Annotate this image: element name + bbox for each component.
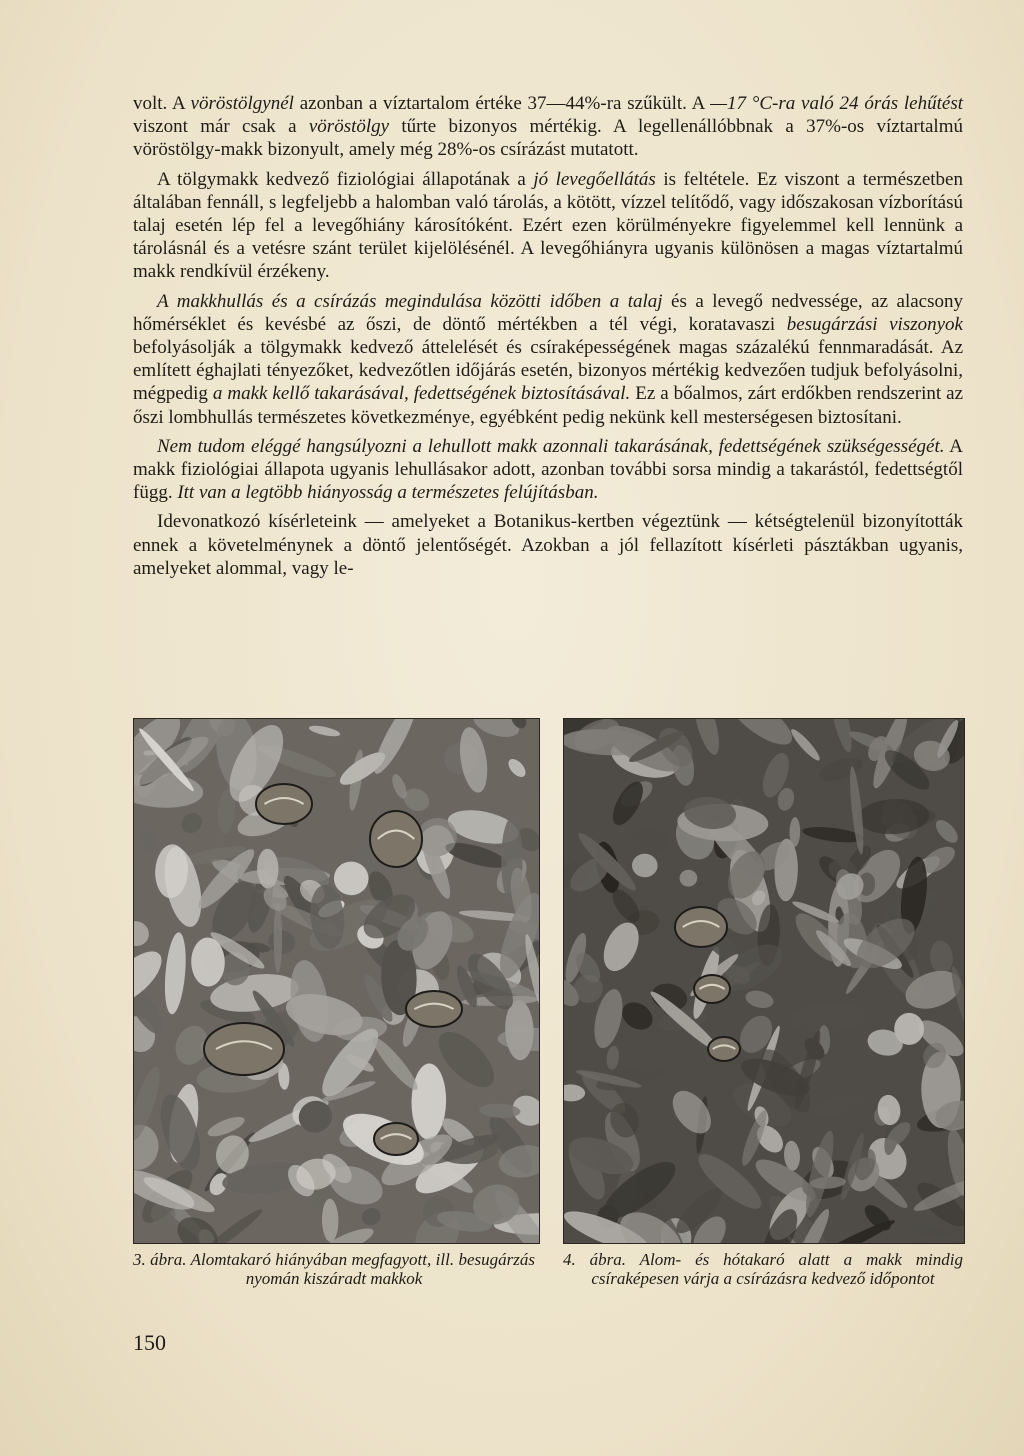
acorns-under-leaf-litter-image xyxy=(564,719,964,1243)
text-run: befolyásolják a tölgymakk kedvező áttelelését és csíraképességének magas százalékú fennmaradását. Az említett éghajlati tényezőket, kedvezőtlen időjárás esetén, bizonyos mértékig kedvezően tudjuk befolyásolni, mégpedig xyxy=(133,337,963,405)
text-run: Idevonatkozó kísérleteink — amelyeket a Botanikus-kertben végeztünk — kétségtelenül bizonyították ennek a követelménynek a döntő jelentőségét. Azokban a jól fellazított kísérleti pásztákban ugyanis, amelyeket alommal, vagy le- xyxy=(133,511,963,579)
text-run: vöröstölgy xyxy=(308,116,390,138)
text-run: azonban a víztartalom értéke 37—44%-ra szűkült. A xyxy=(293,93,711,114)
paragraph-5 xyxy=(133,510,963,580)
figure-4-caption: 4. ábra. Alom- és hótakaró alatt a makk mindig csíraképesen várja a csírázásra kedvező időpontot xyxy=(563,1250,963,1288)
acorns-on-bare-litter-image xyxy=(134,719,539,1243)
figure-3-caption: 3. ábra. Alomtakaró hiányában megfagyott, ill. besugárzás nyomán kiszáradt makkok xyxy=(133,1250,535,1288)
figure-4-photo xyxy=(563,718,965,1244)
text-run: tűrte bizonyos mértékig. A legellenállóbbnak a 37%-os víztartalmú vöröstölgy-makk bizonyult, amely még 28%-os csírázást mutatott. xyxy=(133,116,963,161)
paragraph-1 xyxy=(133,92,963,162)
text-run: Itt van a legtöbb hiányosság a természetes felújításban. xyxy=(177,482,599,504)
text-run: Nem tudom eléggé hangsúlyozni a lehullott makk azonnali takarásának, fedettségének szükségességét. xyxy=(157,435,945,457)
text-run: jó levegőellátás xyxy=(533,168,656,190)
text-run: volt. A xyxy=(133,93,191,114)
paragraph-2 xyxy=(133,168,963,284)
text-run: és a levegő nedvessége, az alacsony hőmérséklet és kevésbé az őszi, de döntő mértékben a tél végi, koratavaszi xyxy=(133,290,963,335)
text-run: Ez a bőalmos, zárt erdőkben rendszerint az őszi lombhullás természetes következménye, egyébként pedig nekünk kell mesterségesen biztosítani. xyxy=(133,383,963,428)
text-run: viszont már csak a xyxy=(133,116,309,138)
page-number: 150 xyxy=(133,1330,166,1355)
text-run: is feltétele. Ez viszont a természetben általában fennáll, s legfeljebb a halomban való tárolás, a kötött, vízzel telítődő, vagy időszakosan vízborítású talaj esetén lép fel a levegőhiány károsítóként. Ezért ezen körülményekre figyelemmel kell lennünk a tárolásnál és a vetésre szánt terület kijelölésénél. A levegőhiányra ugyanis különösen a magas víztartalmú makk rendkívül érzékeny. xyxy=(133,168,963,283)
body-text xyxy=(133,92,963,580)
text-run: besugárzási viszonyok xyxy=(786,313,963,335)
text-run: a makk kellő takarásával, fedettségének biztosításával. xyxy=(212,383,631,405)
text-run: A makk fiziológiai állapota ugyanis lehullásakor adott, azonban további sorsa mindig a takarástól, fedettségtől függ. xyxy=(133,435,963,504)
text-run: A tölgymakk kedvező fiziológiai állapotának a xyxy=(157,168,534,190)
figure-3-photo xyxy=(133,718,540,1244)
paragraph-4 xyxy=(133,435,963,505)
text-run: A makkhullás és a csírázás megindulása közötti időben a talaj xyxy=(157,290,663,312)
text-run: —17 °C-ra való 24 órás lehűtést xyxy=(710,93,963,114)
paragraph-3 xyxy=(133,290,963,429)
text-run: vöröstölgynél xyxy=(190,93,294,114)
